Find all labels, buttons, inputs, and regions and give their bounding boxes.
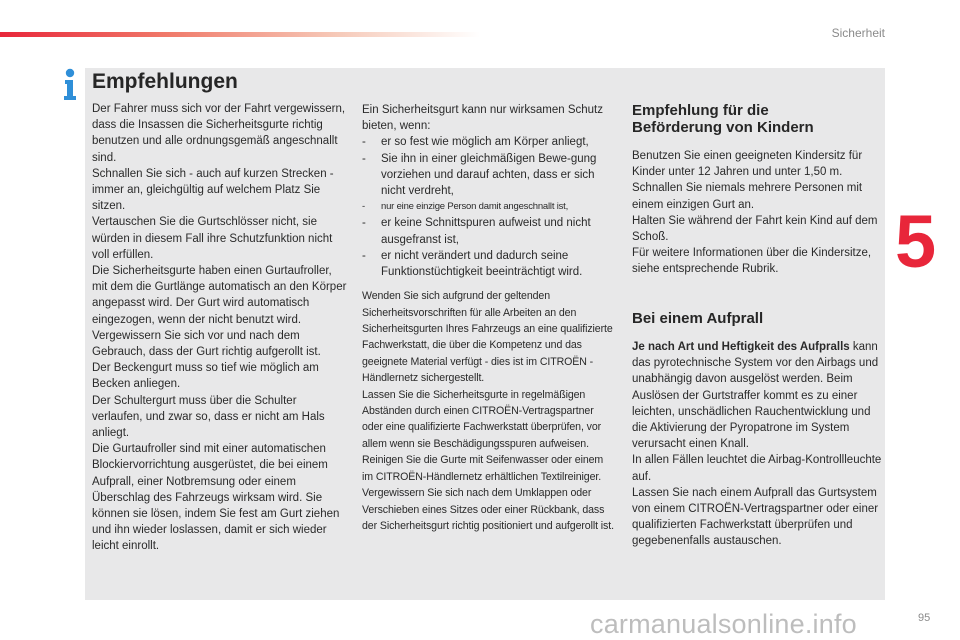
- section-impact: [632, 310, 884, 550]
- paragraph: Benutzen Sie einen geeigneten Kindersitz für Kinder unter 12 Jahren und unter 1,50 m.: [632, 150, 863, 179]
- column-general-advice: [92, 101, 350, 555]
- paragraph: Der Fahrer muss sich vor der Fahrt vergewissern, dass die Insassen die Sicherheitsgurte richtig benutzen und alle ordnungsgemäß angeschnallt sind.: [92, 103, 346, 164]
- paragraph: Die Sicherheitsgurte haben einen Gurtaufroller, mit dem die Gurtlänge automatisch an den Körper angepasst wird. Der Gurt wird automatisch eingezogen, wenn der nicht benutzt wird.: [92, 265, 347, 326]
- impact-body: [632, 339, 884, 550]
- impact-heading: Bei einem Aufprall: [632, 310, 764, 327]
- list-item: - er keine Schnittspuren aufweist und nicht ausgefranst ist,: [362, 215, 614, 247]
- children-heading-line2: Beförderung von Kindern: [632, 119, 814, 136]
- paragraph: Vertauschen Sie die Gurtschlösser nicht, sie würden in diesem Fall ihre Schutzfunktion nicht voll erfüllen.: [92, 216, 333, 261]
- info-icon: [59, 66, 81, 102]
- paragraph: Für weitere Informationen über die Kindersitze, siehe entsprechende Rubrik.: [632, 247, 872, 276]
- impact-lead-rest: kann das pyrotechnische System vor den Airbags und unabhängig davon ausgelöst werden. Beim Auslösen der Gurtstraffer kommt es zu einer leichten, unschädlichen Rauchentwicklung und die Aktivierung der Pyropatrone im System verursacht einen Knall.: [632, 341, 879, 451]
- paragraph: Der Beckengurt muss so tief wie möglich am Becken anliegen.: [92, 362, 319, 391]
- paragraph: Reinigen Sie die Gurte mit Seifenwasser oder einem im CITROËN-Händlernetz erhältlichen Textilreiniger.: [362, 454, 604, 483]
- paragraph: Vergewissern Sie sich nach dem Umklappen oder Verschieben eines Sitzes oder einer Rückbank, dass der Sicherheitsgurt richtig positioniert und aufgerollt ist.: [362, 487, 614, 532]
- paragraph: Schnallen Sie sich - auch auf kurzen Strecken - immer an, gleichgültig auf welchem Platz Sie sitzen.: [92, 167, 334, 213]
- paragraph: Wenden Sie sich aufgrund der geltenden Sicherheitsvorschriften für alle Arbeiten an den Sicherheitsgurten Ihres Fahrzeugs an eine qualifizierte Fachwerkstatt, die über die Kompetenz und das geeignete Material verfügt - dies ist im CITROËN -Händlernetz sichergestellt.: [362, 290, 613, 385]
- list-item: - er nicht verändert und dadurch seine Funktionstüchtigkeit beeinträchtigt wird.: [362, 248, 614, 280]
- children-heading: [632, 102, 884, 136]
- conditions-intro: Ein Sicherheitsgurt kann nur wirksamen Schutz bieten, wenn:: [362, 104, 603, 133]
- paragraph: In allen Fällen leuchtet die Airbag-Kontrollleuchte auf.: [632, 454, 882, 483]
- page-number: 95: [918, 612, 931, 624]
- paragraph: Lassen Sie die Sicherheitsgurte in regelmäßigen Abständen durch einen CITROËN-Vertragspartner oder eine qualifizierte Fachwerkstatt überprüfen, vor allem wenn sie Beschädigungsspuren aufweisen.: [362, 388, 602, 450]
- children-body: [632, 148, 884, 278]
- list-item: - Sie ihn in einer gleichmäßigen Bewe-gung vorziehen und darauf achten, dass er sich nicht verdreht,: [362, 151, 614, 200]
- watermark: carmanualsonline.info: [590, 609, 857, 639]
- column-belt-conditions: [362, 102, 614, 534]
- paragraph: Der Schultergurt muss über die Schulter verlaufen, und zwar so, dass er nicht am Hals anliegt.: [92, 394, 325, 440]
- list-item: - nur eine einzige Person damit angeschnallt ist,: [362, 199, 614, 215]
- paragraph: Lassen Sie nach einem Aufprall das Gurtsystem von einem CITROËN-Vertragspartner oder einer qualifizierten Fachwerkstatt überprüfen und gegebenenfalls austauschen.: [632, 486, 879, 548]
- section-title: Sicherheit: [831, 26, 885, 40]
- conditions-list: [362, 134, 614, 280]
- children-heading-line1: Empfehlung für die: [632, 102, 769, 119]
- chapter-number: 5: [895, 200, 937, 283]
- paragraph: Halten Sie während der Fahrt kein Kind auf dem Schoß.: [632, 214, 878, 244]
- section-children: [632, 102, 884, 278]
- header-accent-bar: [0, 32, 480, 37]
- maintenance-notes: [362, 288, 614, 534]
- paragraph: Die Gurtaufroller sind mit einer automatischen Blockiervorrichtung ausgerüstet, die bei einem Aufprall, einer Notbremsung oder einem Überschlag des Fahrzeugs wirksam wird. Sie können sie lösen, indem Sie fest am Gurt ziehen und ihn wieder loslassen, damit er sich wieder leicht einrollt.: [92, 443, 340, 553]
- paragraph: Vergewissern Sie sich vor und nach dem Gebrauch, dass der Gurt richtig aufgerollt ist.: [92, 329, 321, 359]
- impact-intro: [632, 339, 884, 452]
- impact-lead: Je nach Art und Heftigkeit des Aufpralls: [632, 341, 850, 353]
- list-item: - er so fest wie möglich am Körper anliegt,: [362, 134, 614, 150]
- page-heading: Empfehlungen: [92, 70, 238, 93]
- paragraph: Schnallen Sie niemals mehrere Personen mit einem einzigen Gurt an.: [632, 182, 863, 211]
